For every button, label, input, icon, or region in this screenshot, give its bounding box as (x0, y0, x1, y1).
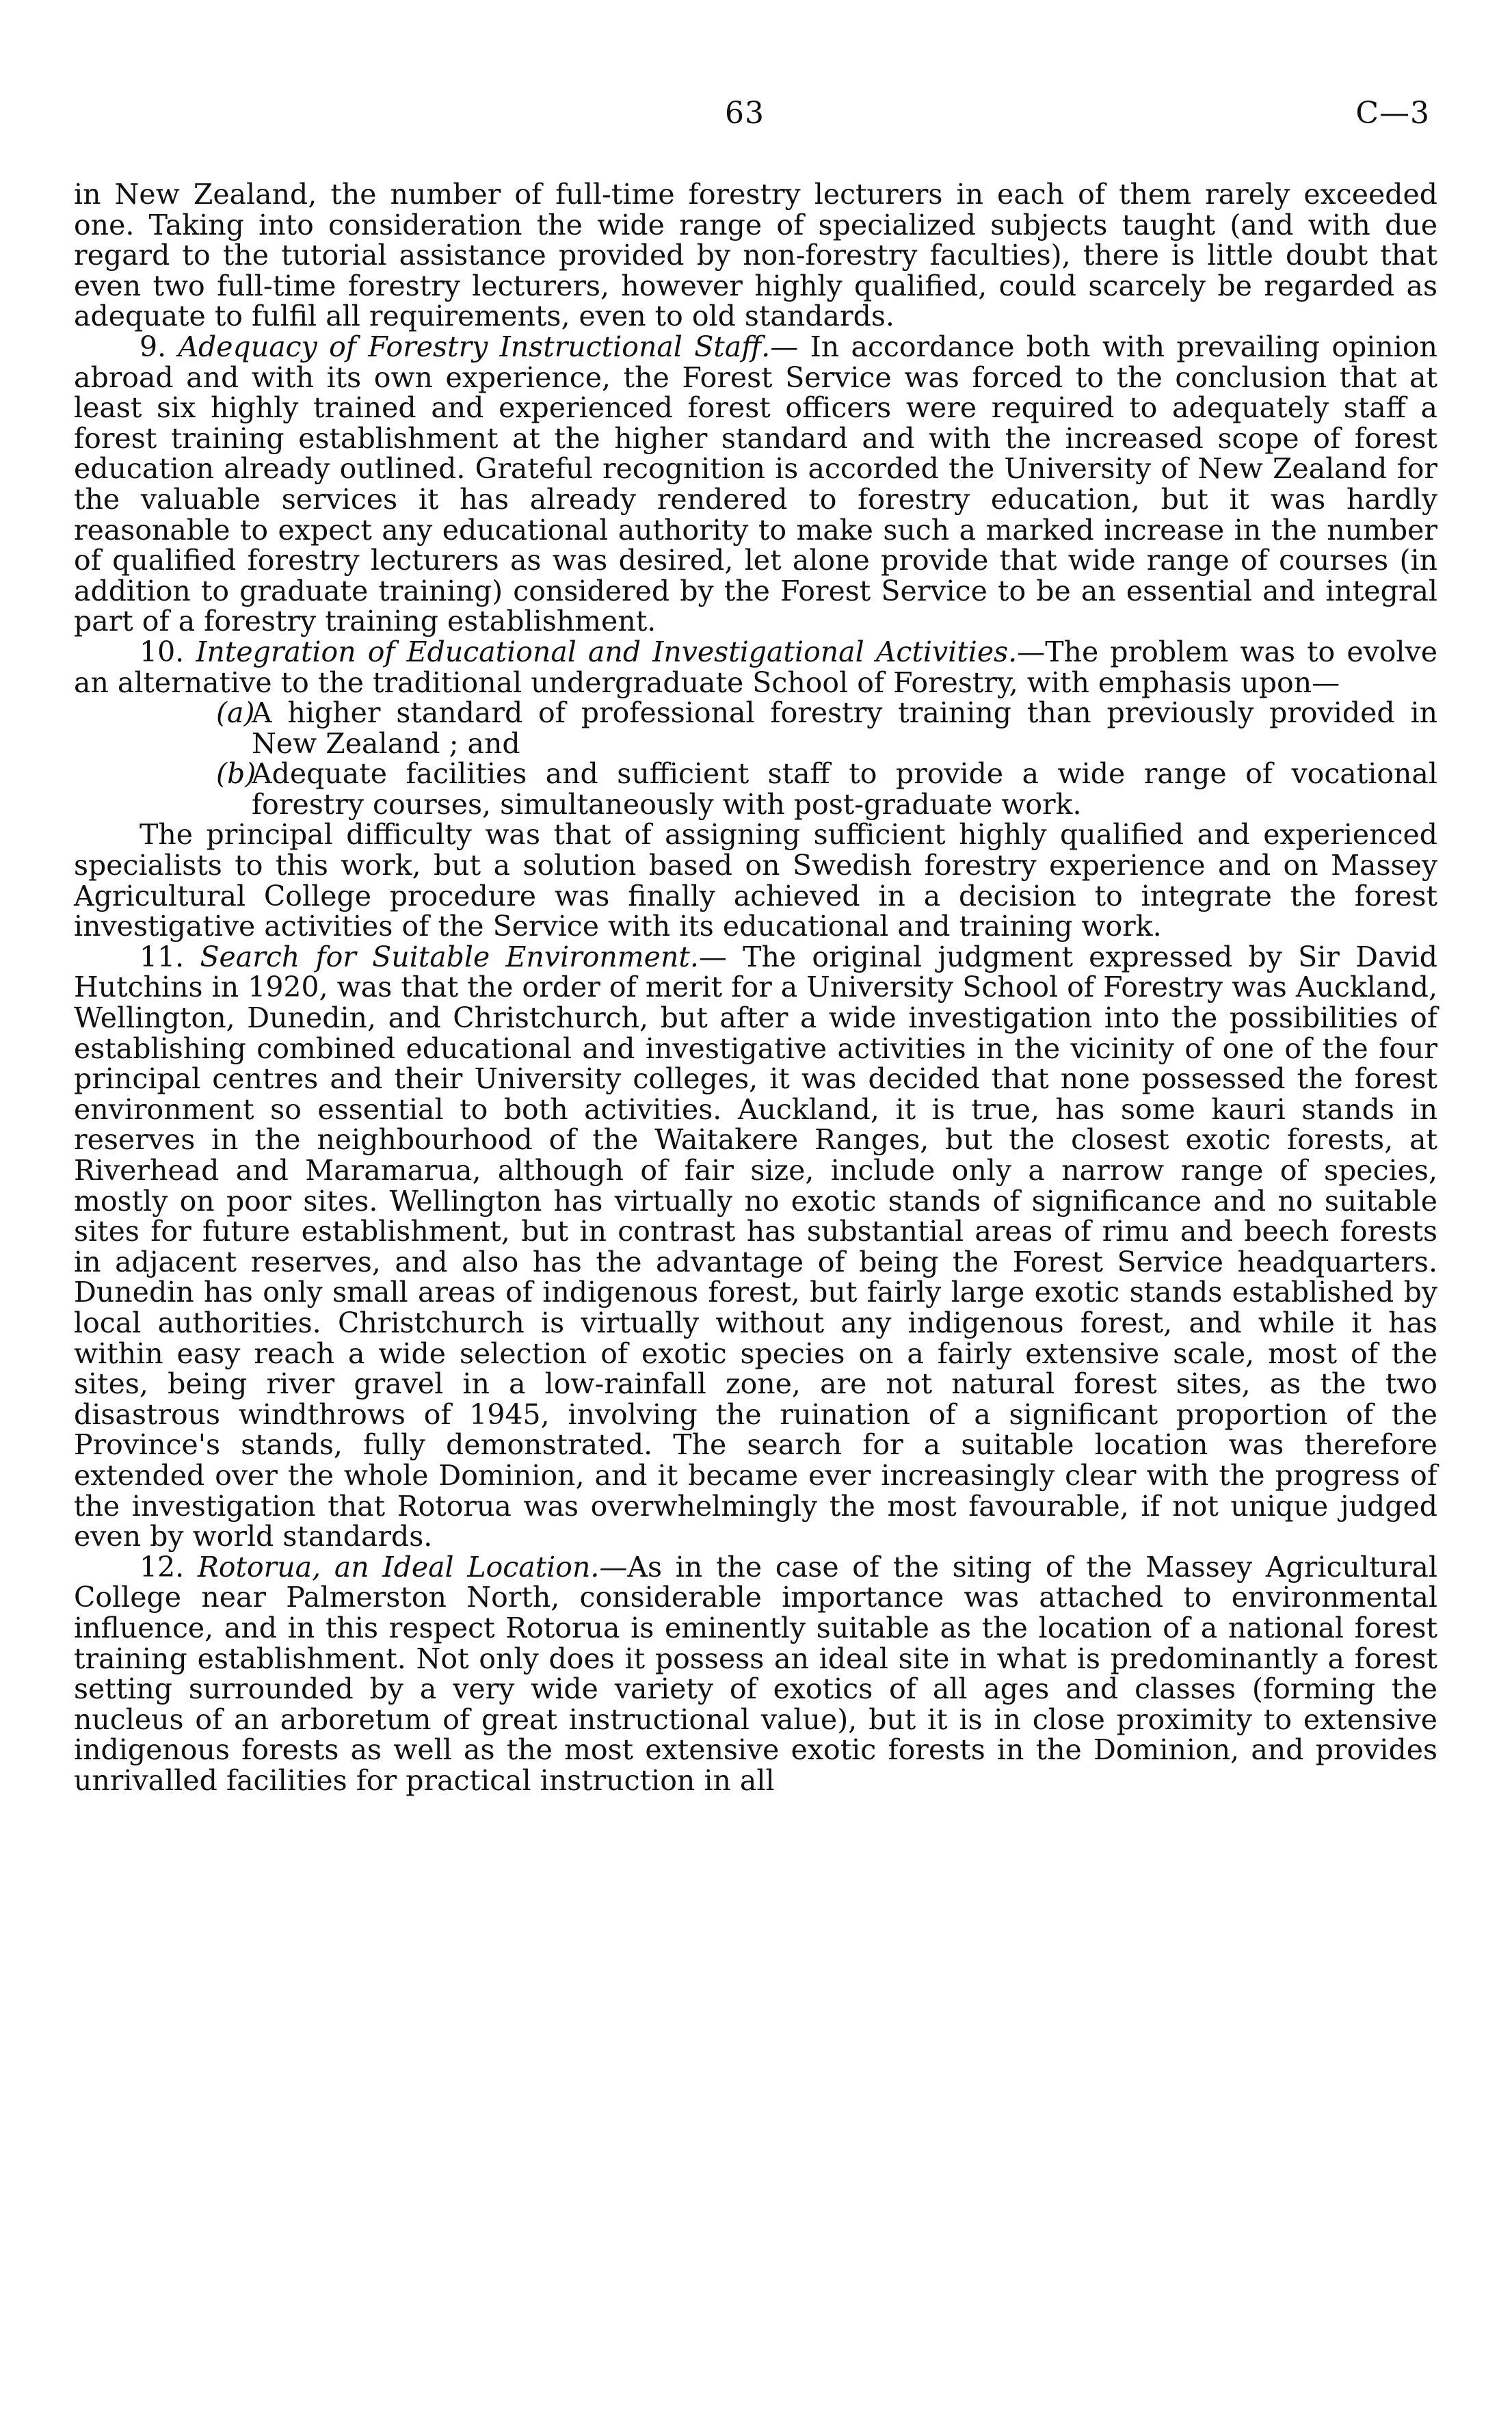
list-item-label: (b) (216, 757, 256, 791)
section-10-paragraph (74, 637, 1437, 698)
section-10-text: The problem was to evolve an alternative to the traditional undergraduate School of Forestry, with emphasis upon— (74, 635, 1437, 699)
section-12-paragraph (74, 1552, 1437, 1796)
document-reference: C—3 (1355, 96, 1430, 131)
section-9-number: 9. (140, 330, 167, 363)
section-12-number: 12. (140, 1550, 185, 1583)
section-12-text: As in the case of the siting of the Massey Agricultural College near Palmerston North, considerable importance was attached to environmental influence, and in this respect Rotorua is eminently suitable as the location of a national forest training establishment. Not only does it possess an ideal site in what is predominantly a forest setting surrounded by a very wide variety of exotics of all ages and classes (forming the nucleus of an arboretum of great instructional value), but it is in close proximity to extensive indigenous forests as well as the most extensive exotic forests in the Dominion, and provides unrivalled facilities for practical instruction in all (74, 1550, 1437, 1797)
section-10-conclusion: The principal difficulty was that of assigning sufficient highly qualified and experienced specialists to this work, but a solution based on Swedish forestry experience and on Massey Agricultural College procedure was finally achieved in a decision to integrate the forest investigative activities of the Service with its educational and training work. (74, 818, 1437, 943)
section-9-paragraph (74, 332, 1437, 637)
list-item (216, 759, 1437, 819)
section-11-number: 11. (140, 940, 185, 973)
list-item-text: A higher standard of professional forestry training than previously provided in New Zealand ; and (252, 696, 1437, 760)
section-11-heading: Search for Suitable Environment.— (200, 940, 727, 973)
list-item-label: (a) (216, 696, 255, 730)
section-9-heading: Adequacy of Forestry Instructional Staff.— (178, 330, 799, 363)
section-10-list (216, 698, 1437, 819)
section-9-text: In accordance both with prevailing opinion abroad and with its own experience, the Forest Service was forced to the conclusion that at least six highly trained and experienced forest officers were required to adequately staff a forest training establishment at the higher standard and with the increased scope of forest education already outlined. Grateful recognition is accorded the University of New Zealand for the valuable services it has already rendered to forestry education, but it was hardly reasonable to expect any educational authority to make such a marked increase in the number of qualified forestry lecturers as was desired, let alone provide that wide range of courses (in addition to graduate training) considered by the Forest Service to be an essential and integral part of a forestry training establishment. (74, 330, 1437, 638)
list-item (216, 698, 1437, 759)
page-header (0, 96, 1512, 137)
section-12-heading: Rotorua, an Ideal Location.— (197, 1550, 628, 1583)
page-number: 63 (725, 96, 765, 131)
section-11-paragraph (74, 942, 1437, 1552)
list-item-text: Adequate facilities and sufficient staff to provide a wide range of vocational forestry courses, simultaneously with post-graduate work. (252, 757, 1437, 821)
section-10-number: 10. (140, 635, 185, 668)
intro-paragraph: in New Zealand, the number of full-time forestry lecturers in each of them rarely exceeded one. Taking into consideration the wide range of specialized subjects taught (and with due regard to the tutorial assistance provided by non-forestry faculties), there is little doubt that even two full-time forestry lecturers, however highly qualified, could scarcely be regarded as adequate to fulfil all requirements, even to old standards. (74, 178, 1437, 333)
section-11-text: The original judgment expressed by Sir David Hutchins in 1920, was that the order of merit for a University School of Forestry was Auckland, Wellington, Dunedin, and Christchurch, but after a wide investigation into the possibilities of establishing combined educational and investigative activities in the vicinity of one of the four principal centres and their University colleges, it was decided that none possessed the forest environment so essential to both activities. Auckland, it is true, has some kauri stands in reserves in the neighbourhood of the Waitakere Ranges, but the closest exotic forests, at Riverhead and Maramarua, although of fair size, include only a narrow range of species, mostly on poor sites. Wellington has virtually no exotic stands of significance and no suitable sites for future establishment, but in contrast has substantial areas of rimu and beech forests in adjacent reserves, and also has the advantage of being the Forest Service headquarters. Dunedin has only small areas of indigenous forest, but fairly large exotic stands established by local authorities. Christchurch is virtually without any indigenous forest, and while it has within easy reach a wide selection of exotic species on a fairly extensive scale, most of the sites, being river gravel in a low-rainfall zone, are not natural forest sites, as the two disastrous windthrows of 1945, involving the ruination of a significant proportion of the Province's stands, fully demonstrated. The search for a suitable location was therefore extended over the whole Dominion, and it became ever increasingly clear with the progress of the investigation that Rotorua was overwhelmingly the most favourable, if not unique judged even by world standards. (74, 940, 1437, 1553)
section-10-heading: Integration of Educational and Investigational Activities.— (196, 635, 1046, 668)
body-text (74, 179, 1437, 1796)
